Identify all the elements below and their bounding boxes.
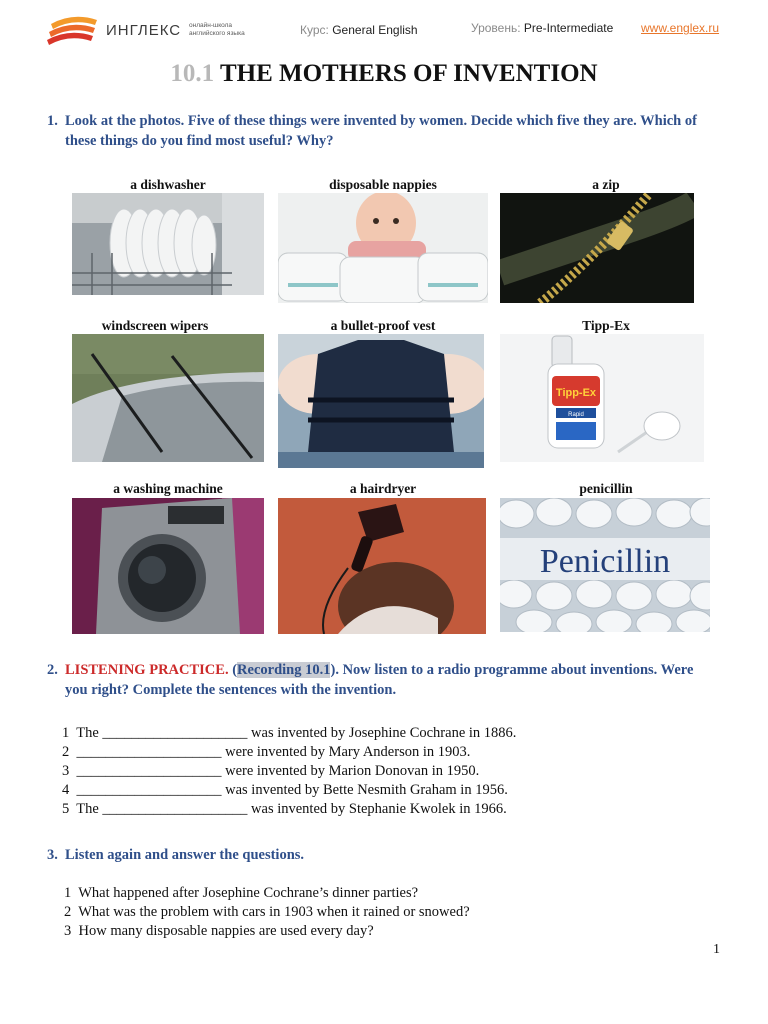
question-3 xyxy=(47,846,707,866)
recording-link[interactable]: Recording 10.1 xyxy=(237,662,331,678)
photo-caption: windscreen wipers xyxy=(101,318,209,333)
photo-caption: penicillin xyxy=(579,481,633,496)
lesson-number: 10.1 xyxy=(170,60,215,87)
dishwasher-photo xyxy=(72,193,264,295)
question-2 xyxy=(47,661,707,700)
page-title xyxy=(0,60,768,88)
level-info xyxy=(471,21,613,35)
question-text: Look at the photos. Five of these things were invented by women. Decide which five they are. Which of these things do you find most useful? Why? xyxy=(65,113,697,149)
level-value: Pre-Intermediate xyxy=(523,21,614,35)
tippex-brand-text: Tipp-Ex xyxy=(555,387,597,399)
sentence-item: 2 ____________________ were invented by Mary Anderson in 1903. xyxy=(62,744,471,760)
course-info xyxy=(300,23,418,37)
tippex-photo xyxy=(500,334,704,462)
page-number: 1 xyxy=(713,942,720,957)
photo-caption: disposable nappies xyxy=(329,177,437,192)
level-label: Уровень: xyxy=(471,21,521,35)
question-item: 3 How many disposable nappies are used every day? xyxy=(64,923,374,939)
question-number: 3. xyxy=(47,847,58,863)
photo-caption: Tipp-Ex xyxy=(582,318,630,333)
sentence-item: 1 The ____________________ was invented by Josephine Cochrane in 1886. xyxy=(62,725,517,741)
brand-name: ИНГЛЕКС xyxy=(106,22,182,39)
question-1 xyxy=(47,112,697,151)
sentence-item: 3 ____________________ were invented by Marion Donovan in 1950. xyxy=(62,763,480,779)
hairdryer-photo xyxy=(278,498,486,634)
listening-label: LISTENING PRACTICE. xyxy=(65,662,229,678)
question-number: 2. xyxy=(47,662,58,678)
nappies-photo xyxy=(278,193,488,303)
vest-photo xyxy=(278,334,484,468)
question-text: Listen again and answer the questions. xyxy=(65,847,305,863)
wipers-photo xyxy=(72,334,264,462)
photo-caption: a dishwasher xyxy=(130,177,206,192)
photo-caption: a hairdryer xyxy=(349,481,417,496)
course-value: General English xyxy=(332,23,418,37)
site-link[interactable]: www.englex.ru xyxy=(641,21,720,35)
photo-caption: a bullet-proof vest xyxy=(330,318,436,333)
sentence-item: 4 ____________________ was invented by Bette Nesmith Graham in 1956. xyxy=(62,782,508,798)
paren-open: ( xyxy=(228,662,238,678)
question-text xyxy=(47,661,707,700)
washing-machine-photo xyxy=(72,498,264,634)
course-label: Курс: xyxy=(300,23,329,37)
photo-caption: a washing machine xyxy=(113,481,223,496)
question-item: 1 What happened after Josephine Cochrane’s dinner parties? xyxy=(64,885,419,901)
question-rest: ). Now listen to a radio programme about inventions. Were you right? Complete the sentences with the invention. xyxy=(65,662,694,698)
title-text: THE MOTHERS OF INVENTION xyxy=(219,60,598,87)
question-number: 1. xyxy=(47,113,58,129)
penicillin-photo xyxy=(500,498,710,632)
brand-tagline: онлайн-школа английского языка xyxy=(189,22,245,37)
penicillin-label-text: Penicillin xyxy=(539,543,671,580)
sentence-item: 5 The ____________________ was invented by Stephanie Kwolek in 1966. xyxy=(62,801,507,817)
photo-caption: a zip xyxy=(592,177,620,192)
question-item: 2 What was the problem with cars in 1903 when it rained or snowed? xyxy=(64,904,470,920)
englex-logo-icon xyxy=(47,14,99,50)
zip-photo xyxy=(500,193,694,303)
tippex-sub-text: Rapid xyxy=(568,412,584,418)
